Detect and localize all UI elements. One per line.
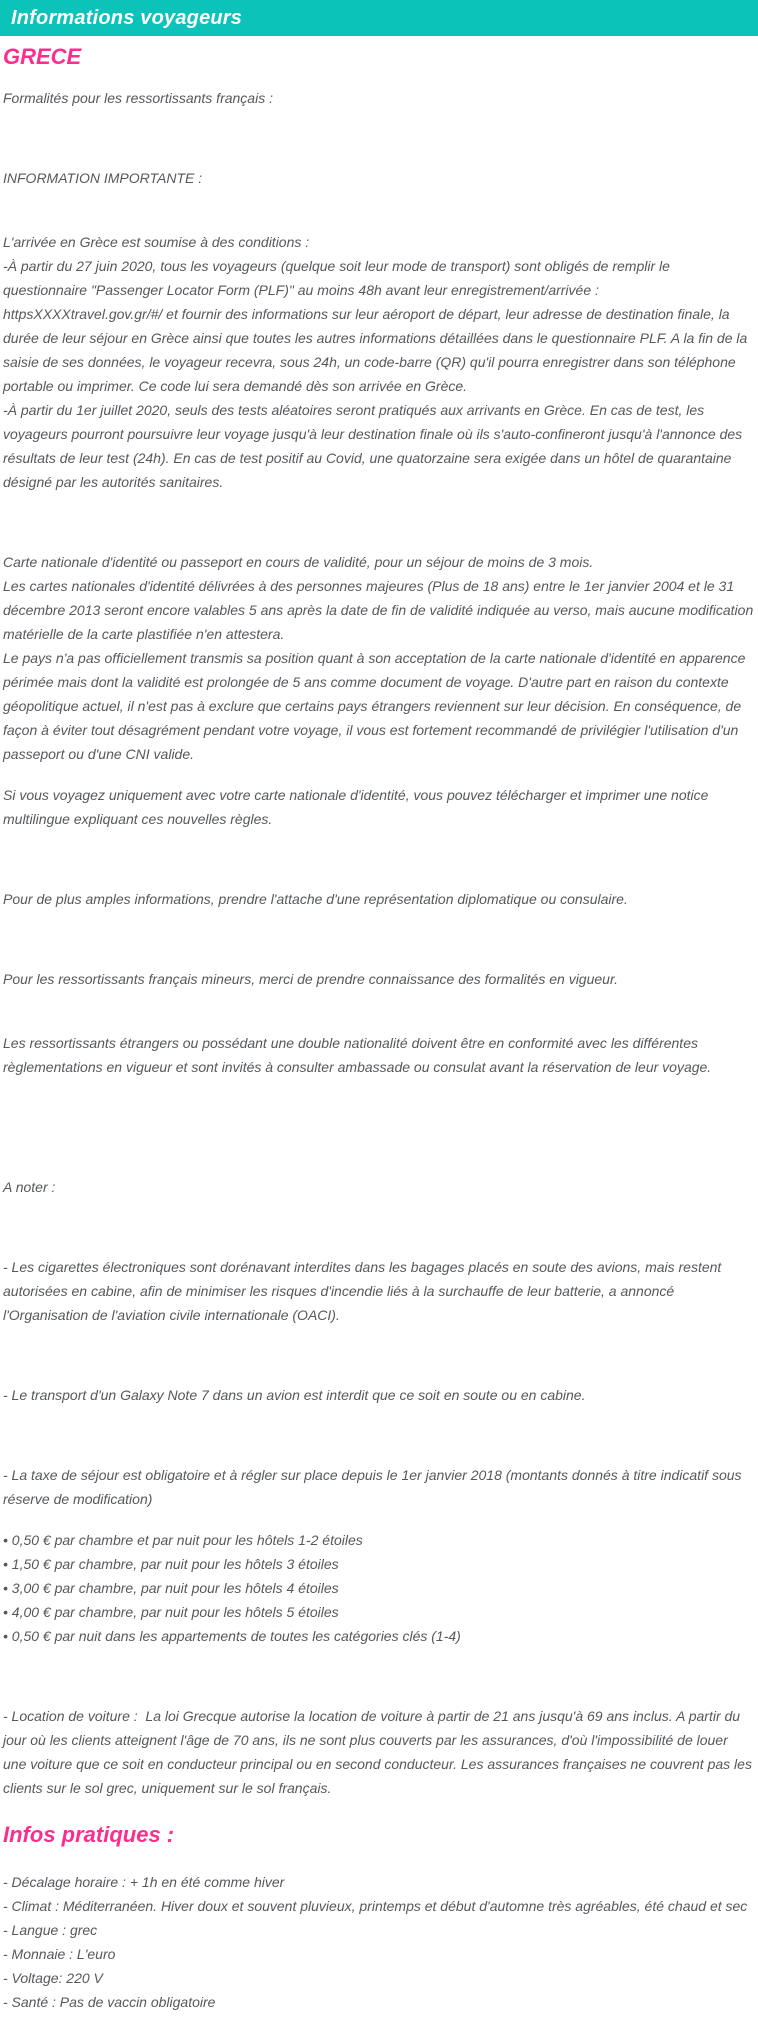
cni-extension-text: Les cartes nationales d'identité délivrées à des personnes majeures (Plus de 18 ans) entre le 1er janvier 2004 et le 31 décembre 2013 seront encore valables 5 ans après la date de fin de validité indiquée au verso, mais aucune modification matérielle de la carte plastifiée n'en attestera. (3, 578, 758, 642)
car-rental-note-text: - Location de voiture : La loi Grecque autorise la location de voiture à partir de 21 ans jusqu'à 69 ans inclus. A partir du jour où les clients atteignent l'âge de 70 ans, ils ne sont plus couverts par les assurances, d'où l'impossibilité de louer une voiture que ce soit en conducteur principal ou en second conducteur. Les assurances françaises ne couvrent pas les clients sur le sol grec, uniquement sur le sol français. (3, 1708, 756, 1796)
country-heading: GRECE (3, 44, 82, 69)
identity-documents-paragraph (3, 550, 758, 766)
formalities-intro: Formalités pour les ressortissants français : (3, 90, 273, 106)
practical-info-item-health: - Santé : Pas de vaccin obligatoire (3, 1994, 216, 2010)
tax-rate-item: • 4,00 € par chambre, par nuit pour les hôtels 5 étoiles (3, 1604, 339, 1620)
random-tests-text: -À partir du 1er juillet 2020, seuls des tests aléatoires seront pratiqués aux arrivants en Grèce. En cas de test, les voyageurs pourront poursuivre leur voyage jusqu'à leur destination finale où ils s'auto-confineront jusqu'à l'annonce des résultats de leur test (24h). En cas de test positif au Covid, une quatorzaine sera exigée dans un hôtel de quarantaine désigné par les autorités sanitaires. (3, 402, 747, 490)
ecigarettes-note-text: - Les cigarettes électroniques sont dorénavant interdites dans les bagages placés en soute des avions, mais restent autorisées en cabine, afin de minimiser les risques d'incendie liés à la surchauffe de leur batterie, a annoncé l'Organisation de l'aviation civile internationale (OACI). (3, 1259, 726, 1323)
page-header (0, 0, 758, 36)
tax-rates-list (3, 1528, 754, 1648)
galaxy-note-text: - Le transport d'un Galaxy Note 7 dans un avion est interdit que ce soit en soute ou en cabine. (3, 1387, 586, 1403)
practical-info-item-timezone: - Décalage horaire : + 1h en été comme hiver (3, 1874, 285, 1890)
tax-rate-item: • 0,50 € par chambre et par nuit pour les hôtels 1-2 étoiles (3, 1532, 363, 1548)
minors-advice-text: Pour les ressortissants français mineurs, merci de prendre connaissance des formalités en vigueur. (3, 971, 618, 987)
practical-info-item-language: - Langue : grec (3, 1922, 98, 1938)
page-content (0, 44, 758, 2030)
practical-info-item-climate: - Climat : Méditerranéen. Hiver doux et souvent pluvieux, printemps et début d'automne très agréables, été chaud et sec (3, 1898, 748, 1914)
tax-rate-item: • 0,50 € par nuit dans les appartements de toutes les catégories clés (1-4) (3, 1628, 461, 1644)
plf-requirement-text: -À partir du 27 juin 2020, tous les voyageurs (quelque soit leur mode de transport) sont obligés de remplir le questionnaire "Passenger Locator Form (PLF)" au moins 48h avant leur enregistrement/arrivée : httpsXXXXtravel.gov.gr/#/ et fournir des informations sur leur aéroport de départ, leur adresse de destination finale, la durée de leur séjour en Grèce ainsi que toutes les autres informations détaillées dans le questionnaire PLF. A la fin de la saisie de ses données, le voyageur recevra, sous 24h, un code-barre (QR) qu'il pourra enregistrer dans son téléphone portable ou imprimer. Ce code lui sera demandé dès son arrivée en Grèce. (3, 258, 752, 394)
page-title: Informations voyageurs (11, 6, 243, 29)
important-info-heading: INFORMATION IMPORTANTE : (3, 170, 203, 186)
tourist-tax-note-text: - La taxe de séjour est obligatoire et à régler sur place depuis le 1er janvier 2018 (montants donnés à titre indicatif sous réserve de modification) (3, 1467, 746, 1507)
diplomatic-advice-text: Pour de plus amples informations, prendre l'attache d'une représentation diplomatique ou consulaire. (3, 891, 628, 907)
multilingual-notice-text: Si vous voyagez uniquement avec votre carte nationale d'identité, vous pouvez télécharger et imprimer une notice multilingue expliquant ces nouvelles règles. (3, 787, 713, 827)
practical-info-heading: Infos pratiques : (3, 1822, 175, 1847)
country-position-text: Le pays n'a pas officiellement transmis sa position quant à son acceptation de la carte nationale d'identité en apparence périmée mais dont la validité est prolongée de 5 ans comme document de voyage. D'autre part en raison du contexte géopolitique actuel, il n'est pas à exclure que certains pays étrangers reviennent sur leur décision. En conséquence, de façon à éviter tout désagrément pendant votre voyage, il vous est fortement recommandé de privilégier l'utilisation d'un passeport ou d'une CNI valide. (3, 650, 750, 762)
foreigners-advice-text: Les ressortissants étrangers ou possédant une double nationalité doivent être en conformité avec les différentes règlementations en vigueur et sont invités à consulter ambassade ou consulat avant la réservation de leur voyage. (3, 1035, 712, 1075)
arrival-conditions-intro: L'arrivée en Grèce est soumise à des conditions : (3, 234, 310, 250)
tax-rate-item: • 3,00 € par chambre, par nuit pour les hôtels 4 étoiles (3, 1580, 339, 1596)
cni-validity-text: Carte nationale d'identité ou passeport en cours de validité, pour un séjour de moins de 3 mois. (3, 554, 594, 570)
practical-info-list (3, 1870, 754, 2014)
tax-rate-item: • 1,50 € par chambre, par nuit pour les hôtels 3 étoiles (3, 1556, 339, 1572)
arrival-conditions-paragraph (3, 230, 754, 494)
notes-heading: A noter : (3, 1179, 56, 1195)
practical-info-item-currency: - Monnaie : L'euro (3, 1946, 116, 1962)
practical-info-item-voltage: - Voltage: 220 V (3, 1970, 103, 1986)
